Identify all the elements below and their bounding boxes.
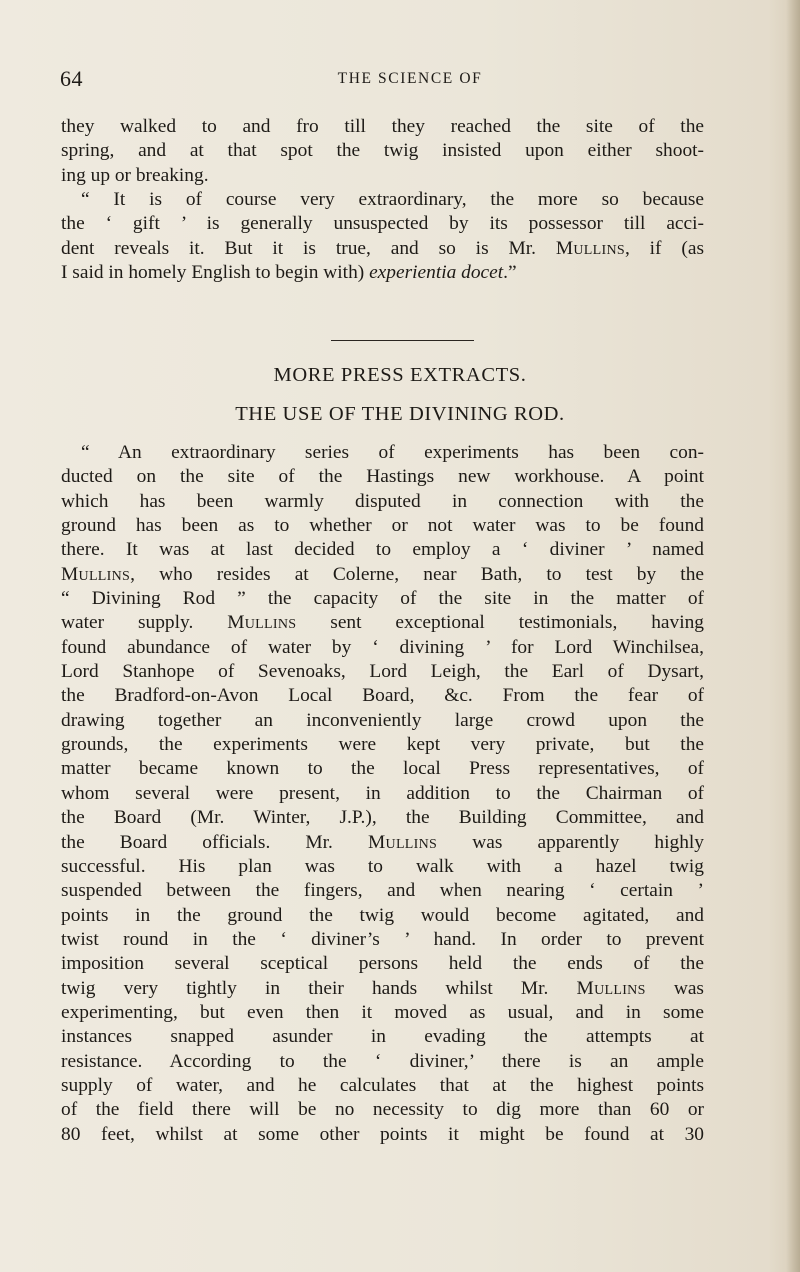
text-line: ducted on the site of the Hastings new workhouse. A point — [61, 466, 704, 488]
text-line: supply of water, and he calculates that at the highest points — [61, 1074, 704, 1096]
text-line: points in the ground the twig would become agitated, and — [61, 904, 704, 926]
text-line: water supply. Mullins sent exceptional testimonials, having — [61, 612, 704, 634]
page-edge-shadow — [786, 0, 800, 1272]
text-line: I said in homely English to begin with) experientia docet.” — [61, 262, 517, 284]
surname-small-caps: Mullins — [576, 977, 646, 999]
surname-small-caps: Mullins — [555, 237, 625, 259]
text-line: successful. His plan was to walk with a hazel twig — [61, 855, 704, 877]
text-line: dent reveals it. But it is true, and so is Mr. Mullins, if (as — [61, 237, 704, 259]
text-line: instances snapped asunder in evading the attempts at — [61, 1026, 704, 1048]
text-line: of the field there will be no necessity to dig more than 60 or — [61, 1099, 704, 1121]
article-heading: THE USE OF THE DIVINING ROD. — [235, 403, 565, 425]
running-head-title: THE SCIENCE OF — [337, 70, 483, 87]
text-line: the Bradford-on-Avon Local Board, &c. From the fear of — [61, 685, 704, 707]
text-line: which has been warmly disputed in connection with the — [61, 490, 704, 512]
running-head — [60, 66, 760, 92]
text-line: 80 feet, whilst at some other points it might be found at 30 — [61, 1123, 704, 1145]
section-heading: MORE PRESS EXTRACTS. — [273, 364, 527, 386]
page-number: 64 — [60, 66, 83, 91]
text-line: the ‘ gift ’ is generally unsuspected by its possessor till acci- — [61, 213, 704, 235]
text-line: suspended between the fingers, and when nearing ‘ certain ’ — [61, 880, 704, 902]
text-line: twist round in the ‘ diviner’s ’ hand. In order to prevent — [61, 928, 704, 950]
text-line: ground has been as to whether or not water was to be found — [61, 515, 704, 537]
text-line: Lord Stanhope of Sevenoaks, Lord Leigh, the Earl of Dysart, — [61, 661, 704, 683]
surname-small-caps: Mullins — [61, 563, 131, 585]
opening-paragraphs — [61, 115, 704, 285]
latin-phrase: experientia docet — [369, 262, 504, 284]
text-line: twig very tightly in their hands whilst Mr. Mullins was — [61, 977, 704, 999]
section-divider-rule — [331, 340, 474, 341]
text-line: matter became known to the local Press representatives, of — [61, 758, 704, 780]
article-body — [61, 441, 704, 1147]
text-line: Mullins, who resides at Colerne, near Bath, to test by the — [61, 563, 704, 585]
surname-small-caps: Mullins — [227, 612, 297, 634]
text-line: found abundance of water by ‘ divining ’ for Lord Winchilsea, — [61, 636, 704, 658]
text-line: ing up or breaking. — [61, 164, 209, 186]
text-line: the Board officials. Mr. Mullins was apparently highly — [61, 831, 704, 853]
text-line: experimenting, but even then it moved as usual, and in some — [61, 1001, 704, 1023]
text-line: the Board (Mr. Winter, J.P.), the Building Committee, and — [61, 807, 704, 829]
text-line: “ An extraordinary series of experiments has been con- — [81, 442, 704, 463]
text-line: there. It was at last decided to employ a ‘ diviner ’ named — [61, 539, 704, 561]
text-line: whom several were present, in addition to the Chairman of — [61, 782, 704, 804]
text-line: resistance. According to the ‘ diviner,’ there is an ample — [61, 1050, 704, 1072]
text-line: imposition several sceptical persons held the ends of the — [61, 953, 704, 975]
text-line: “ Divining Rod ” the capacity of the site in the matter of — [61, 588, 704, 610]
surname-small-caps: Mullins — [368, 831, 438, 853]
text-line: grounds, the experiments were kept very private, but the — [61, 734, 704, 756]
text-line: they walked to and fro till they reached the site of the — [61, 116, 704, 137]
text-line: drawing together an inconveniently large crowd upon the — [61, 709, 704, 731]
text-line: “ It is of course very extraordinary, the more so because — [81, 189, 704, 211]
text-line: spring, and at that spot the twig insisted upon either shoot- — [61, 140, 704, 162]
